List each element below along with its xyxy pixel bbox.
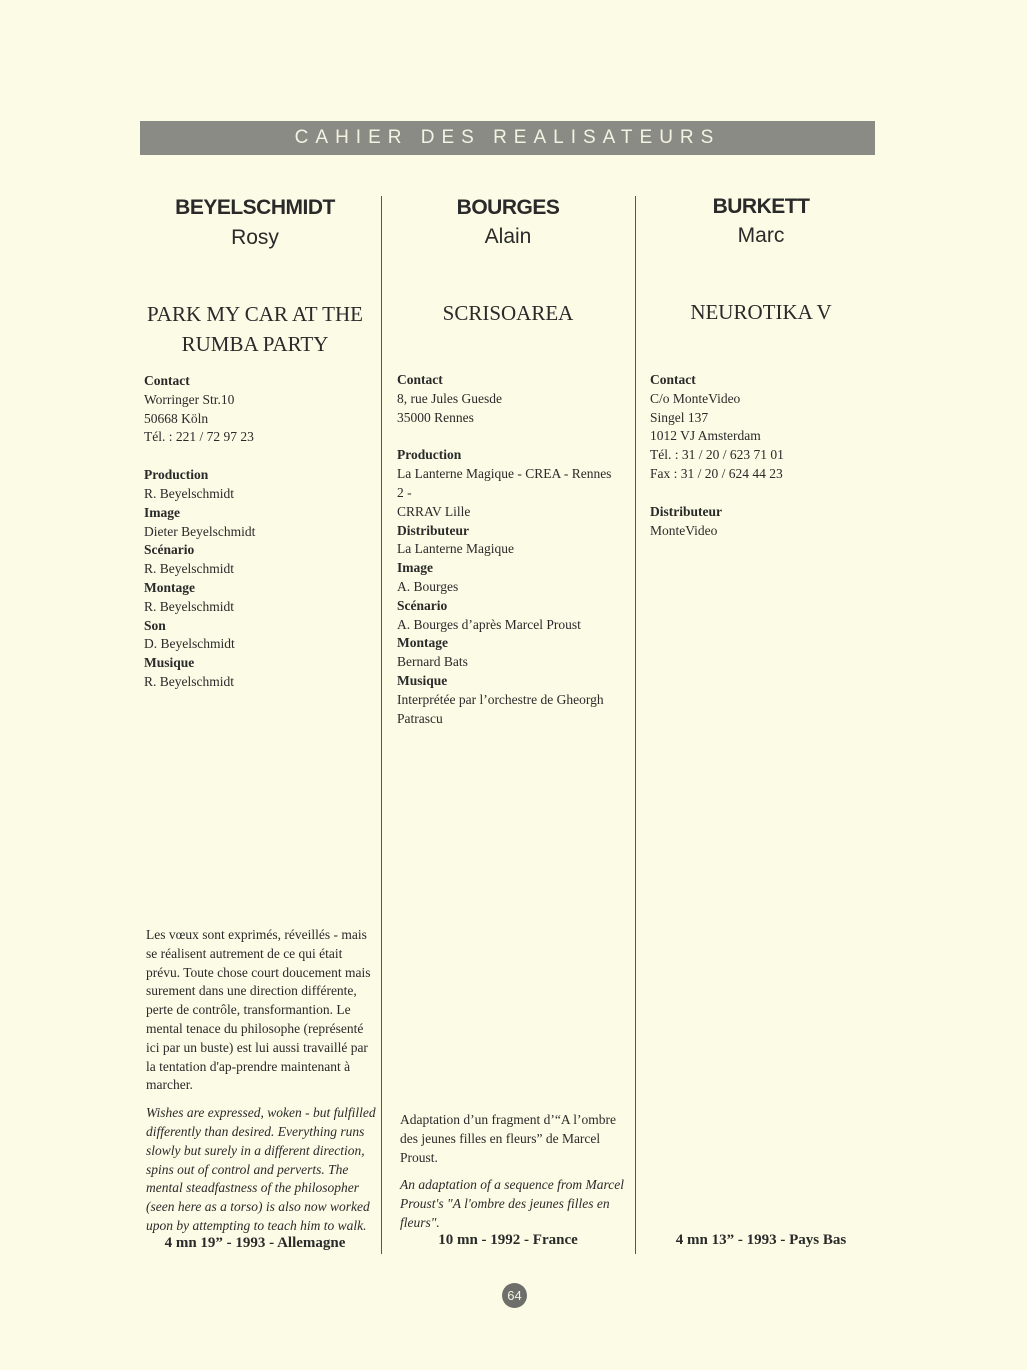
description-english: An adaptation of a sequence from Marcel Proust's "A l'ombre des jeunes filles en fleurs".	[400, 1177, 624, 1230]
film-title-line: SCRISOAREA	[442, 301, 574, 325]
credit-value: CRRAV Lille	[397, 503, 471, 519]
film-description	[400, 1111, 625, 1233]
credit-label: Scénario	[144, 542, 195, 558]
column-divider-1	[381, 196, 382, 1254]
film-footer: 4 mn 13” - 1993 - Pays Bas	[675, 1232, 847, 1248]
credit-value: R. Beyelschmidt	[144, 673, 234, 689]
page-number-badge: 64	[502, 1283, 527, 1308]
director-first-name: Marc	[737, 224, 785, 247]
credit-label: Montage	[144, 579, 195, 595]
credit-label: Contact	[650, 372, 696, 387]
credit-label: Distributeur	[650, 503, 722, 519]
description-french: Adaptation d’un fragment d’“A l’ombre des jeunes filles en fleurs” de Marcel Proust.	[400, 1112, 616, 1165]
credit-value: Interprétée par l’orchestre de Gheorgh	[397, 691, 604, 707]
film-footer: 10 mn - 1992 - France	[438, 1232, 578, 1248]
credit-label: Image	[144, 504, 180, 520]
credit-label: Contact	[397, 372, 443, 387]
credit-label: Scénario	[397, 597, 448, 613]
director-first-name: Rosy	[231, 226, 279, 249]
credit-value: 50668 Köln	[144, 410, 209, 426]
spacer	[144, 447, 366, 466]
credit-value: C/o MonteVideo	[650, 390, 741, 406]
film-title	[144, 299, 366, 359]
credit-value: Singel 137	[650, 409, 709, 425]
director-last-name: BOURGES	[456, 196, 560, 219]
credit-value: D. Beyelschmidt	[144, 636, 235, 652]
director-column-burkett	[650, 0, 872, 1370]
spacer	[397, 427, 619, 446]
film-title	[650, 297, 872, 327]
credit-label: Production	[144, 467, 209, 483]
credit-value: 8, rue Jules Guesde	[397, 390, 502, 406]
credit-value: Patrascu	[397, 710, 443, 726]
credit-value: Dieter Beyelschmidt	[144, 523, 256, 539]
credit-value: Worringer Str.10	[144, 391, 235, 407]
credit-value: R. Beyelschmidt	[144, 598, 234, 614]
credits-list	[650, 371, 872, 540]
credit-value: Fax : 31 / 20 / 624 44 23	[650, 465, 783, 481]
film-title-line: RUMBA PARTY	[181, 332, 329, 356]
section-banner: CAHIER DES REALISATEURS	[140, 121, 875, 155]
credit-label: Contact	[144, 373, 190, 388]
credit-value: A. Bourges d’après Marcel Proust	[397, 616, 581, 632]
credits-list	[144, 372, 366, 692]
credit-label: Production	[397, 447, 462, 463]
credit-label: Image	[397, 560, 433, 576]
film-title-line: PARK MY CAR AT THE	[147, 302, 363, 326]
credit-value: MonteVideo	[650, 522, 718, 538]
credit-value: Bernard Bats	[397, 654, 468, 670]
credit-value: Tél. : 31 / 20 / 623 71 01	[650, 447, 784, 463]
description-english: Wishes are expressed, woken - but fulfilled differently than desired. Everything runs slowly but surely in a different direction, spins out of control and perverts. The mental steadfastness of the philosopher (seen here as a torso) is also now worked upon by attempting to teach him to walk.	[146, 1105, 376, 1233]
description-french: Les vœux sont exprimés, réveillés - mais se réalisent autrement de ce qui était prévu. Toute chose court doucement mais surement dans une direction différente, perte de contrôle, transformantion. Le mental tenace du philosophe (représenté ici par un buste) est lui aussi travaillé par la tentation d'ap-prendre maintenant à marcher.	[146, 927, 371, 1093]
film-title	[397, 298, 619, 328]
credit-value: R. Beyelschmidt	[144, 561, 234, 577]
credit-value: R. Beyelschmidt	[144, 485, 234, 501]
credit-value: La Lanterne Magique	[397, 541, 514, 557]
film-footer: 4 mn 19” - 1993 - Allemagne	[164, 1235, 346, 1251]
director-last-name: BEYELSCHMIDT	[175, 196, 335, 219]
director-first-name: Alain	[484, 225, 532, 248]
credit-label: Montage	[397, 635, 448, 651]
director-last-name: BURKETT	[712, 195, 810, 218]
film-description	[146, 926, 376, 1236]
credits-list	[397, 371, 619, 728]
credit-value: La Lanterne Magique - CREA - Rennes 2 -	[397, 466, 612, 500]
credit-value: Tél. : 221 / 72 97 23	[144, 429, 254, 445]
film-title-line: NEUROTIKA V	[690, 300, 832, 324]
credit-label: Musique	[144, 655, 195, 671]
credit-label: Distributeur	[397, 522, 469, 538]
credit-label: Musique	[397, 672, 448, 688]
director-column-bourges	[397, 0, 624, 1370]
credit-value: 35000 Rennes	[397, 409, 474, 425]
credit-value: A. Bourges	[397, 578, 459, 594]
credit-label: Son	[144, 617, 166, 633]
column-divider-2	[635, 196, 636, 1254]
director-column-beyelschmidt	[144, 0, 376, 1370]
spacer	[650, 484, 872, 503]
credit-value: 1012 VJ Amsterdam	[650, 428, 761, 444]
